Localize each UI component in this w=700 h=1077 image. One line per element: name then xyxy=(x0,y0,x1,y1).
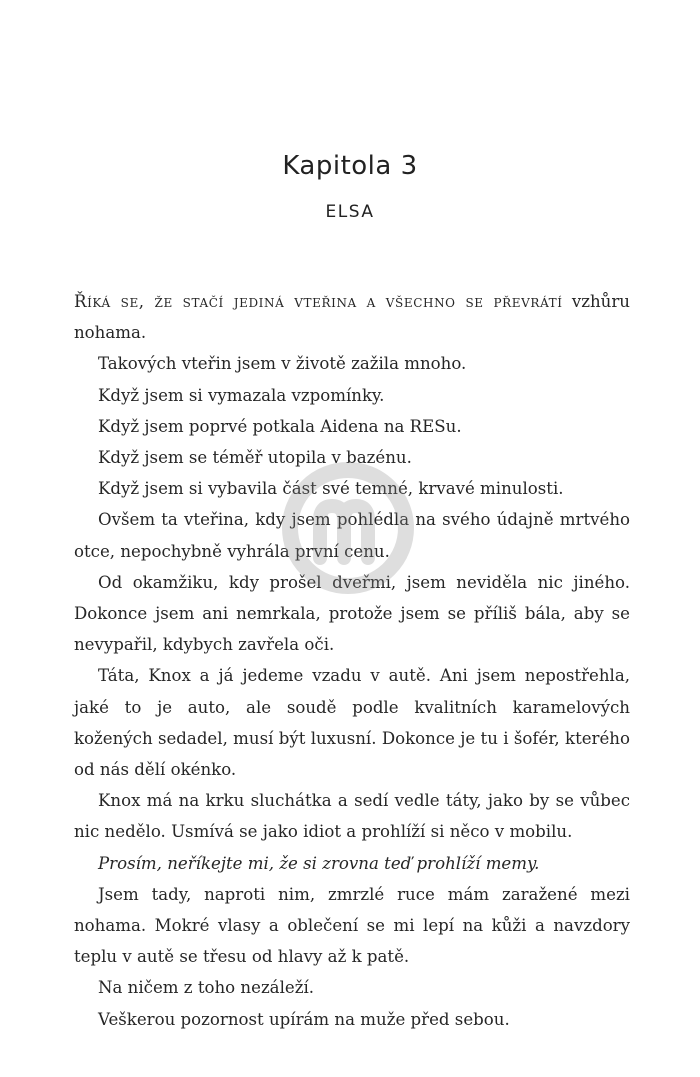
paragraph: Jsem tady, naproti nim, zmrzlé ruce mám zaražené mezi nohama. Mokré vlasy a oblečení se mi lepí na kůži a navzdory teplu v autě se třesu od hlavy až k patě. xyxy=(74,884,630,967)
opening-rest: vzhůru nohama. xyxy=(74,292,630,343)
paragraph: Když jsem si vymazala vzpomínky. xyxy=(98,385,385,405)
chapter-body xyxy=(74,286,630,1035)
paragraph: Knox má na krku sluchátka a sedí vedle táty, jako by se vůbec nic nedělo. Usmívá se jako idiot a prohlíží si něco v mobilu. xyxy=(74,791,630,842)
paragraph: Když jsem se téměř utopila v bazénu. xyxy=(98,448,412,468)
paragraph: Na ničem z toho nezáleží. xyxy=(98,978,315,998)
paragraph: Táta, Knox a já jedeme vzadu v autě. Ani jsem nepostřehla, jaké to je auto, ale soudě podle kvalitních karamelových kožených sedadel, musí být luxusní. Dokonce je tu i šofér, kterého od nás dělí okénko. xyxy=(74,666,630,780)
paragraph: Když jsem si vybavila část své temné, krvavé minulosti. xyxy=(98,479,564,499)
paragraph: Veškerou pozornost upírám na muže před sebou. xyxy=(98,1009,510,1029)
paragraph: Od okamžiku, kdy prošel dveřmi, jsem neviděla nic jiného. Dokonce jsem ani nemrkala, protože jsem se příliš bála, aby se nevypařil, kdybych zavřela oči. xyxy=(74,572,630,655)
chapter-title: Kapitola 3 xyxy=(282,151,418,182)
paragraph-opening xyxy=(74,286,630,348)
chapter-subtitle: ELSA xyxy=(325,202,375,222)
paragraph: Takových vteřin jsem v životě zažila mnoho. xyxy=(98,354,467,374)
opening-small-caps: Říká se, že stačí jediná vteřina a všechno se převrátí xyxy=(74,292,563,311)
paragraph-italic-thought: Prosím, neříkejte mi, že si zrovna teď prohlíží memy. xyxy=(98,853,540,873)
paragraph: Když jsem poprvé potkala Aidena na RESu. xyxy=(98,416,462,436)
paragraph: Ovšem ta vteřina, kdy jsem pohlédla na svého údajně mrtvého otce, nepochybně vyhrála první cenu. xyxy=(74,510,630,561)
